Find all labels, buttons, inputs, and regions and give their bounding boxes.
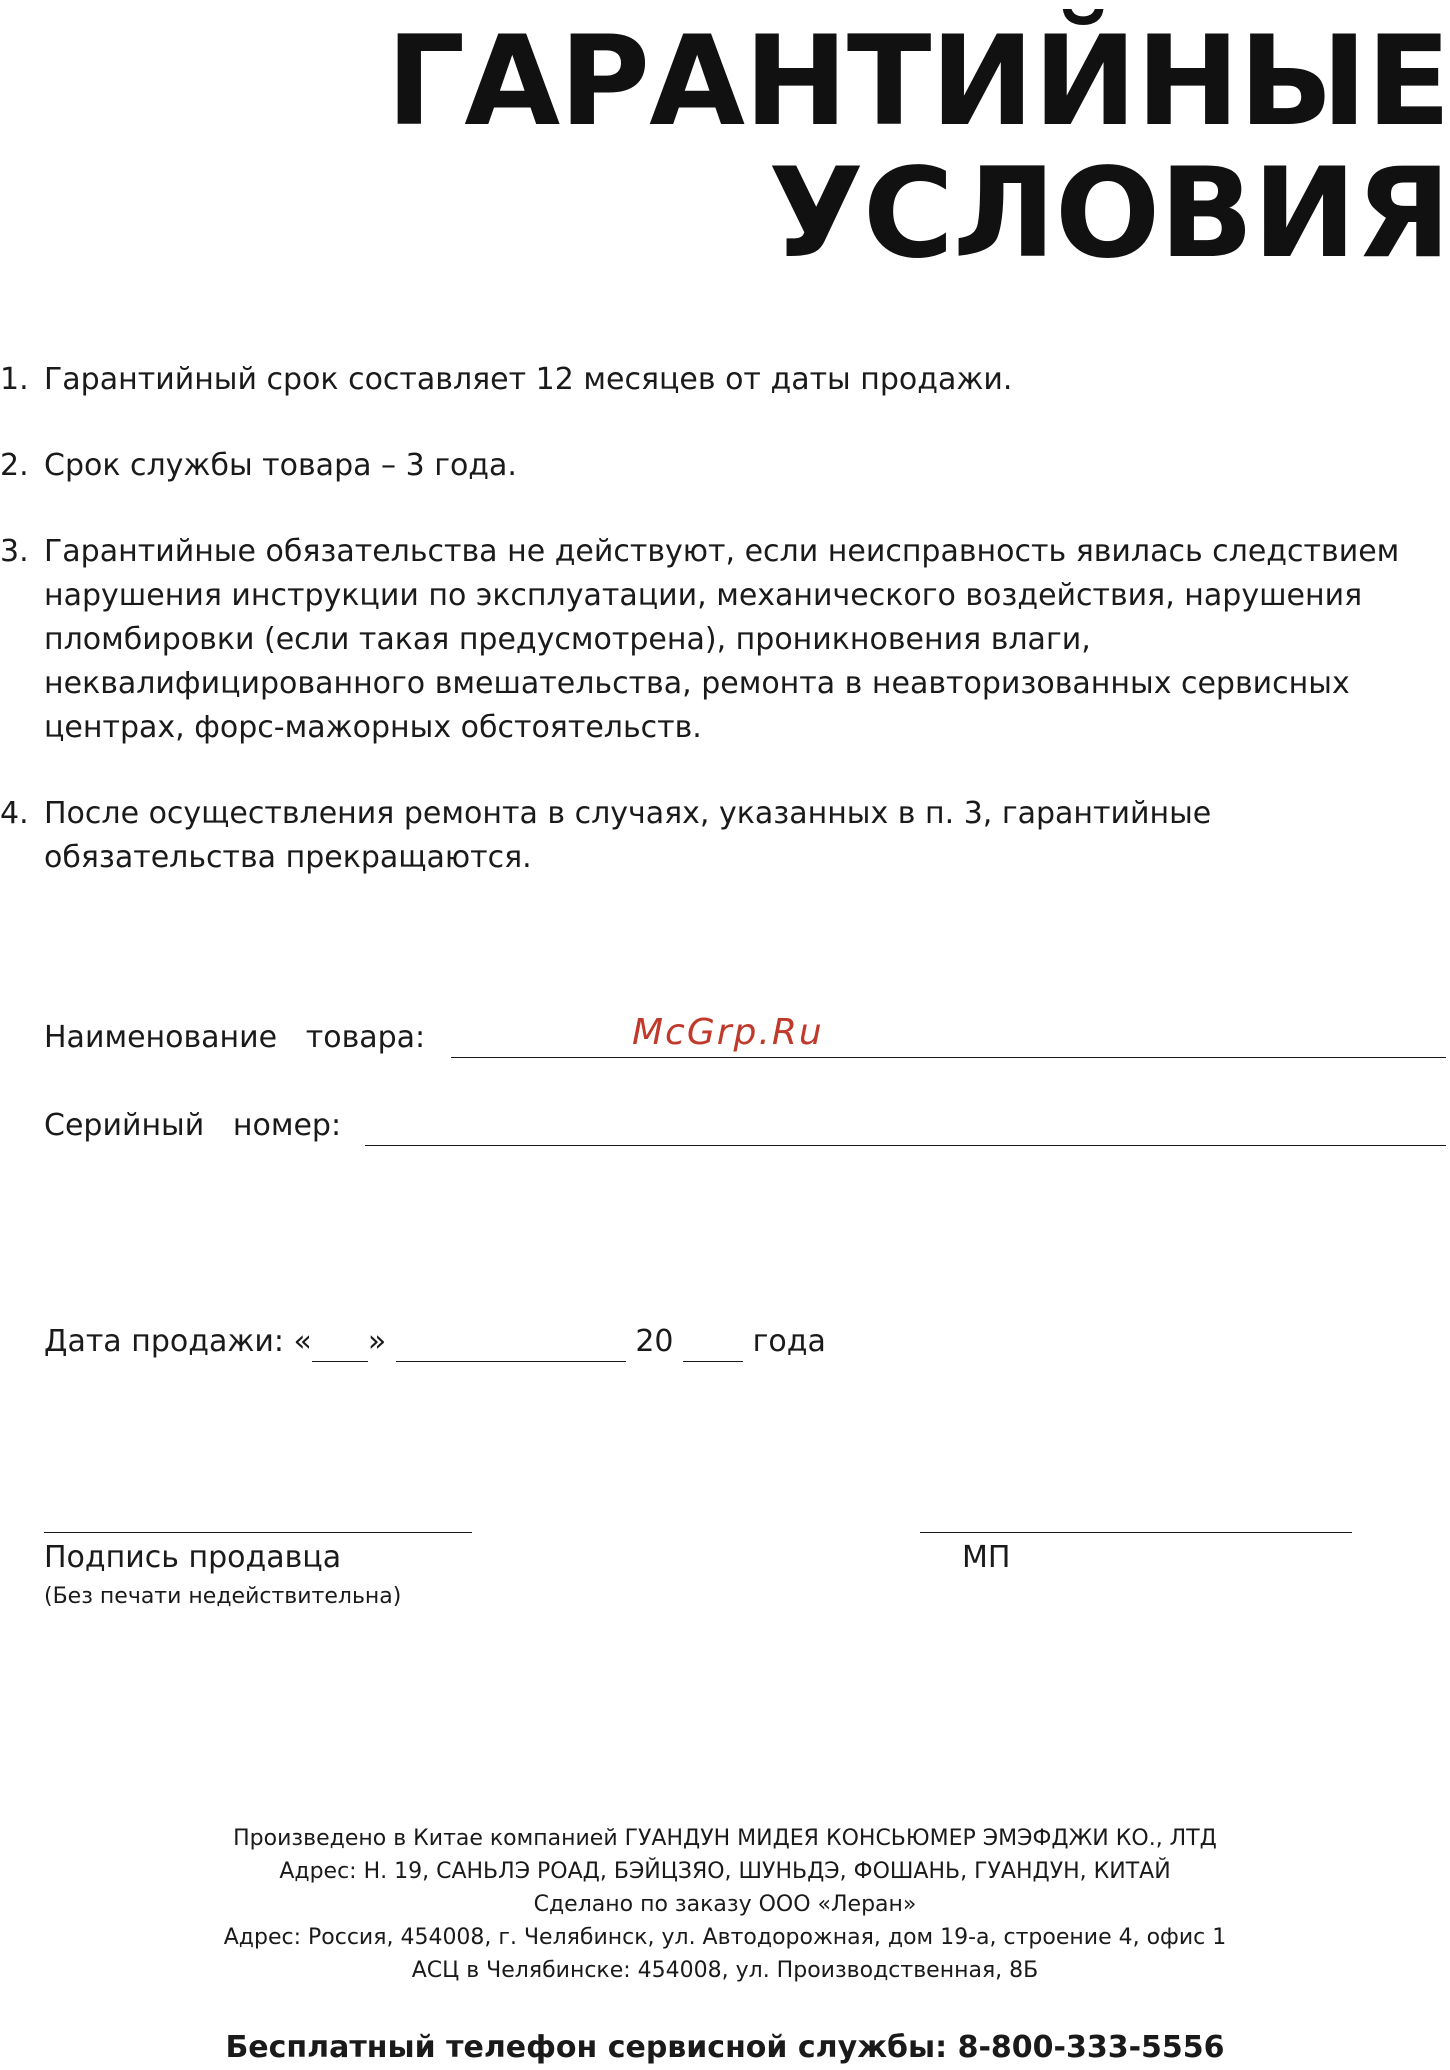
seller-signature-line[interactable] (44, 1530, 472, 1533)
year-suffix: года (752, 1324, 826, 1359)
footer-line: Адрес: Н. 19, САНЬЛЭ РОАД, БЭЙЦЗЯО, ШУНЬДЭ, ФОШАНЬ, ГУАНДУН, КИТАЙ (279, 1859, 1171, 1884)
serial-number-label: Серийный номер: (44, 1108, 342, 1143)
term-number: 4. (0, 796, 29, 831)
term-number: 3. (0, 534, 29, 569)
seller-signature-note: (Без печати недействительна) (44, 1584, 402, 1609)
footer-line: Адрес: Россия, 454008, г. Челябинск, ул. Автодорожная, дом 19-а, строение 4, офис 1 (223, 1925, 1227, 1950)
term-text: Гарантийные обязательства не действуют, если неисправность явилась следствием нарушения инструкции по эксплуатации, механического воздействия, нарушения пломбировки (если такая предусмотрена), проникновения влаги, неквалифицированного вмешательства, ремонта в неавторизованных сервисных центрах, форс-мажорных обстоятельств. (44, 534, 1400, 745)
term-number: 1. (0, 362, 29, 397)
product-name-blank[interactable] (451, 1021, 1446, 1058)
month-blank[interactable] (396, 1327, 626, 1362)
term-number: 2. (0, 448, 29, 483)
title-line-2: УСЛОВИЯ (768, 142, 1450, 286)
term-item-3 (0, 530, 1440, 750)
day-blank[interactable] (312, 1327, 368, 1362)
term-item-2 (0, 444, 1440, 488)
service-hotline: Бесплатный телефон сервисной службы: 8-800-333-5556 (225, 2030, 1225, 2065)
term-item-1 (0, 358, 1440, 402)
footer-line: Сделано по заказу ООО «Леран» (533, 1892, 917, 1917)
footer-line: АСЦ в Челябинске: 454008, ул. Производственная, 8Б (411, 1958, 1039, 1983)
stamp-line[interactable] (920, 1530, 1352, 1533)
manufacturer-info (0, 1822, 1450, 1987)
sale-date-quote: » (367, 1324, 387, 1359)
serial-number-blank[interactable] (365, 1109, 1446, 1146)
year-blank[interactable] (683, 1327, 743, 1362)
footer-line: Произведено в Китае компанией ГУАНДУН МИДЕЯ КОНСЬЮМЕР ЭМЭФДЖИ КО., ЛТД (233, 1826, 1217, 1851)
watermark: McGrp.Ru (632, 1012, 824, 1053)
sale-date-label: Дата продажи: « (44, 1324, 312, 1359)
terms-list (0, 358, 1440, 922)
serial-number-field (44, 1106, 1446, 1146)
term-text: Срок службы товара – 3 года. (44, 448, 517, 483)
year-prefix: 20 (635, 1324, 674, 1359)
page-title (386, 0, 1450, 286)
product-name-label: Наименование товара: (44, 1020, 426, 1055)
term-text: Гарантийный срок составляет 12 месяцев от даты продажи. (44, 362, 1013, 397)
sale-date-field (44, 1322, 826, 1362)
term-text: После осуществления ремонта в случаях, указанных в п. 3, гарантийные обязательства прекращаются. (44, 796, 1212, 875)
seller-signature-label: Подпись продавца (44, 1540, 342, 1575)
title-line-1: ГАРАНТИЙНЫЕ (386, 10, 1450, 154)
term-item-4 (0, 792, 1440, 880)
stamp-label: МП (962, 1540, 1011, 1575)
